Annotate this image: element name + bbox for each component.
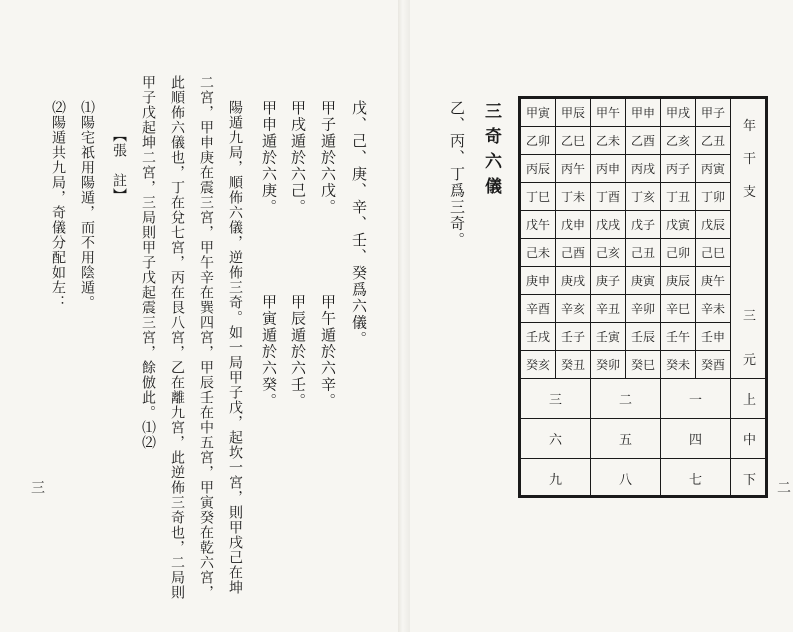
three-qi-line: 乙、丙、丁爲三奇。 (448, 100, 466, 249)
ganzhi-cell: 丙戌 (626, 155, 661, 183)
ganzhi-cell: 乙未 (591, 127, 626, 155)
year-stem-header-char-3: 支 (743, 185, 757, 200)
ganzhi-cell: 辛未 (696, 295, 731, 323)
ganzhi-cell: 丁亥 (626, 183, 661, 211)
ganzhi-cell: 戊辰 (696, 211, 731, 239)
year-stem-header-char-2: 干 (743, 152, 757, 167)
ganzhi-cell: 庚申 (521, 267, 556, 295)
page-number-left: 三 (29, 480, 45, 496)
notes-header: 【張 註】 (111, 128, 127, 203)
ganzhi-cell: 壬辰 (626, 323, 661, 351)
ganzhi-cell: 戊申 (556, 211, 591, 239)
note-1: ⑴陽宅祇用陽遁，而不用陰遁。 (79, 100, 95, 310)
ganzhi-cell: 辛酉 (521, 295, 556, 323)
ganzhi-cell: 庚子 (591, 267, 626, 295)
page-number-right: 二 (775, 480, 791, 496)
ganzhi-cell: 辛巳 (661, 295, 696, 323)
body-paragraph-line-1: 陽遁九局，順佈六儀，逆佈三奇。如一局甲子戊，起坎一宮，則甲戌己在坤 (227, 100, 243, 595)
ganzhi-cell: 戊午 (521, 211, 556, 239)
ganzhi-cell: 丁巳 (521, 183, 556, 211)
ganzhi-cell: 甲申 (626, 99, 661, 127)
ganzhi-cell: 丙辰 (521, 155, 556, 183)
dun-line-jiawu: 甲午遁於六辛。 (319, 294, 337, 410)
ganzhi-cell: 丁丑 (661, 183, 696, 211)
ganzhi-cell: 丁未 (556, 183, 591, 211)
ganzhi-cell: 乙卯 (521, 127, 556, 155)
ganzhi-cell: 癸丑 (556, 351, 591, 379)
year-stem-header-char-1: 年 (743, 119, 757, 134)
ganzhi-cell: 癸卯 (591, 351, 626, 379)
yuan-table (518, 96, 768, 498)
six-yi-line: 戊、己、庚、辛、壬、癸爲六儀。 (350, 100, 368, 348)
ganzhi-cell: 乙巳 (556, 127, 591, 155)
ganzhi-cell: 辛亥 (556, 295, 591, 323)
yuan-label-cell: 下 (742, 473, 756, 488)
ganzhi-cell: 己酉 (556, 239, 591, 267)
ganzhi-cell: 壬午 (661, 323, 696, 351)
ganzhi-cell: 戊戌 (591, 211, 626, 239)
ganzhi-grid (521, 99, 731, 379)
yuan-number-cell: 七 (661, 459, 731, 498)
yuan-number-cell: 九 (521, 459, 591, 498)
ganzhi-cell: 丁卯 (696, 183, 731, 211)
yuan-label-cell: 上 (731, 379, 768, 419)
ganzhi-cell: 丙子 (661, 155, 696, 183)
yuan-number-cell: 四 (661, 419, 731, 459)
yuan-number-cell: 三 (521, 379, 591, 419)
ganzhi-cell: 庚午 (696, 267, 731, 295)
ganzhi-cell: 乙丑 (696, 127, 731, 155)
ganzhi-cell: 己未 (521, 239, 556, 267)
ganzhi-cell: 戊子 (626, 211, 661, 239)
yuan-number-cell: 八 (591, 459, 661, 498)
ganzhi-cell: 癸巳 (626, 351, 661, 379)
ganzhi-cell: 戊寅 (661, 211, 696, 239)
yuan-number-cell: 一 (661, 379, 731, 419)
ganzhi-cell: 庚戌 (556, 267, 591, 295)
ganzhi-cell: 辛卯 (626, 295, 661, 323)
yuan-number-cell: 五 (591, 419, 661, 459)
book-gutter (398, 0, 410, 632)
body-paragraph-line-2: 二宮，甲申庚在震三宮，甲午辛在巽四宮，甲辰壬在中五宮，甲寅癸在乾六宮， (198, 75, 214, 600)
ganzhi-cell: 己丑 (626, 239, 661, 267)
ganzhi-cell: 乙亥 (661, 127, 696, 155)
ganzhi-cell: 壬子 (556, 323, 591, 351)
ganzhi-cell: 癸亥 (521, 351, 556, 379)
dun-line-jiashen: 甲申遁於六庚。 (260, 100, 278, 216)
yuan-number-cell: 六 (521, 419, 591, 459)
note-2: ⑵陽遁共九局，奇儀分配如左： (50, 100, 66, 310)
ganzhi-cell: 癸酉 (696, 351, 731, 379)
ganzhi-cell: 丙午 (556, 155, 591, 183)
section-heading: 三奇六儀 (481, 102, 501, 202)
ganzhi-cell: 甲子 (696, 99, 731, 127)
ganzhi-cell: 壬寅 (591, 323, 626, 351)
ganzhi-cell: 庚寅 (626, 267, 661, 295)
dun-line-jiachen: 甲辰遁於六壬。 (289, 294, 307, 410)
ganzhi-cell: 己卯 (661, 239, 696, 267)
ganzhi-cell: 癸未 (661, 351, 696, 379)
yuan-number-grid (521, 379, 768, 498)
ganzhi-cell: 壬申 (696, 323, 731, 351)
ganzhi-cell: 己亥 (591, 239, 626, 267)
three-yuan-header-char-2: 元 (743, 353, 757, 368)
dun-line-jiazi: 甲子遁於六戊。 (319, 100, 337, 216)
ganzhi-cell: 庚辰 (661, 267, 696, 295)
ganzhi-cell: 辛丑 (591, 295, 626, 323)
dun-line-jiaxu: 甲戌遁於六己。 (289, 100, 307, 216)
three-yuan-header-char-1: 三 (743, 309, 757, 324)
ganzhi-cell: 甲戌 (661, 99, 696, 127)
yuan-number-cell: 二 (591, 379, 661, 419)
ganzhi-cell: 甲辰 (556, 99, 591, 127)
yuan-label-cell: 中 (731, 419, 768, 459)
body-paragraph-line-4: 甲子戊起坤二宮，三局則甲子戊起震三宮，餘倣此。⑴⑵ (140, 75, 156, 450)
dun-line-jiayin: 甲寅遁於六癸。 (260, 294, 278, 410)
ganzhi-cell: 丙申 (591, 155, 626, 183)
ganzhi-cell: 丁酉 (591, 183, 626, 211)
body-paragraph-line-3: 此順佈六儀也，丁在兌七宮，丙在艮八宮，乙在離九宮，此逆佈三奇也，二局則 (169, 75, 185, 600)
ganzhi-cell: 甲午 (591, 99, 626, 127)
year-stem-header (731, 99, 768, 379)
ganzhi-cell: 丙寅 (696, 155, 731, 183)
ganzhi-cell: 己巳 (696, 239, 731, 267)
ganzhi-cell: 乙酉 (626, 127, 661, 155)
ganzhi-cell: 甲寅 (521, 99, 556, 127)
ganzhi-cell: 壬戌 (521, 323, 556, 351)
